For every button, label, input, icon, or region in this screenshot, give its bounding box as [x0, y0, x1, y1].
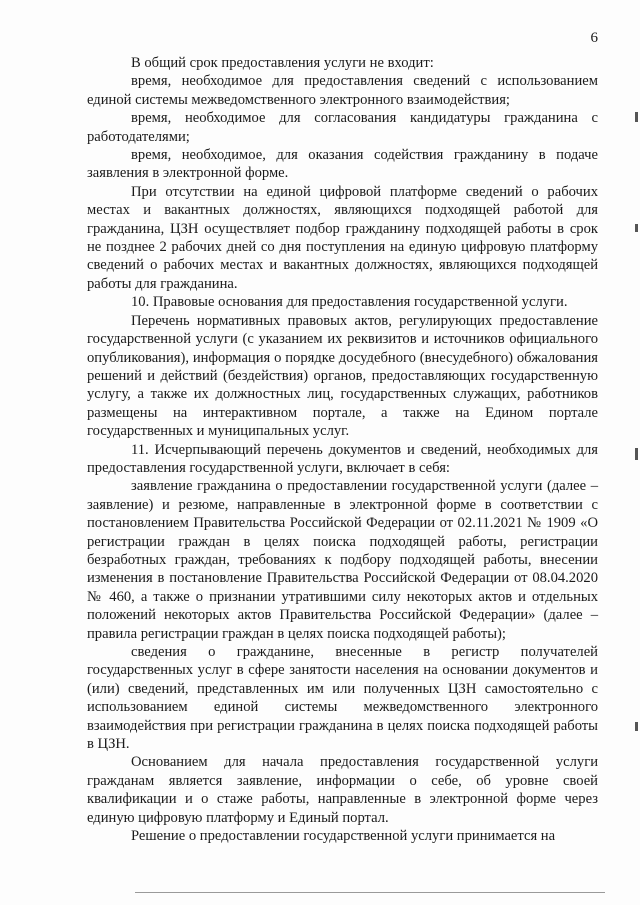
scan-margin-mark — [635, 224, 638, 232]
scan-margin-mark — [635, 722, 638, 731]
paragraph: заявление гражданина о предоставлении государственной услуги (далее – заявление) и резюме, направленные в электронной форме в соответствии с постановлением Правительства Российской Федерации от 02.11.2021 № 1909 «О регистрации граждан в целях поиска подходящей работы, регистрации безработных граждан, требованиях к подбору подходящей работы, внесении изменения в постановление Правительства Российской Федерации от 08.04.2020 № 460, а также о признании утратившими силу некоторых актов и отдельных положений некоторых актов Правительства Российской Федерации» (далее – правила регистрации граждан в целях поиска подходящей работы); — [87, 478, 598, 642]
scan-margin-mark — [635, 448, 638, 460]
scan-margin-mark — [635, 112, 638, 122]
scan-edge-line — [135, 892, 605, 893]
section-heading: 10. Правовые основания для предоставления государственной услуги. — [131, 294, 568, 311]
document-body — [87, 54, 598, 845]
paragraph: Решение о предоставлении государственной услуги принимается на — [131, 828, 556, 845]
paragraph: При отсутствии на единой цифровой платформе сведений о рабочих местах и вакантных должностях, являющихся подходящей работой для гражданина, ЦЗН осуществляет подбор гражданину подходящей работы в срок не позднее 2 рабочих дней со дня поступления на единую цифровую платформу сведений о рабочих местах и вакантных должностях, являющихся подходящей работы для гражданина. — [87, 183, 598, 292]
paragraph: сведения о гражданине, внесенные в регистр получателей государственных услуг в сфере занятости населения на основании документов и (или) сведений, представленных им или полученных ЦЗН самостоятельно с использованием единой системы межведомственного электронного взаимодействия при регистрации гражданина в целях поиска подходящей работы в ЦЗН. — [87, 644, 598, 753]
section-heading: 11. Исчерпывающий перечень документов и сведений, необходимых для предоставления государственной услуги, включает в себя: — [87, 441, 598, 476]
paragraph: время, необходимое для согласования кандидатуры гражданина с работодателями; — [87, 110, 598, 145]
paragraph: Основанием для начала предоставления государственной услуги гражданам является заявление, информации о себе, об уровне своей квалификации и о стаже работы, направленные в электронной форме через единую цифровую платформу и Единый портал. — [87, 754, 598, 826]
paragraph: время, необходимое для предоставления сведений с использованием единой системы межведомственного электронного взаимодействия; — [87, 73, 598, 108]
paragraph: В общий срок предоставления услуги не входит: — [131, 55, 434, 71]
paragraph: Перечень нормативных правовых актов, регулирующих предоставление государственной услуги (с указанием их реквизитов и источников официального опубликования), информация о порядке досудебного (внесудебного) обжалования решений и действий (бездействия) органов, предоставляющих государственную услугу, а также их должностных лиц, государственных служащих, работников размещены на интерактивном портале, а также на Едином портале государственных и муниципальных услуг. — [87, 312, 598, 440]
paragraph: время, необходимое, для оказания содействия гражданину в подаче заявления в электронной форме. — [87, 147, 598, 182]
page-number: 6 — [590, 30, 598, 46]
